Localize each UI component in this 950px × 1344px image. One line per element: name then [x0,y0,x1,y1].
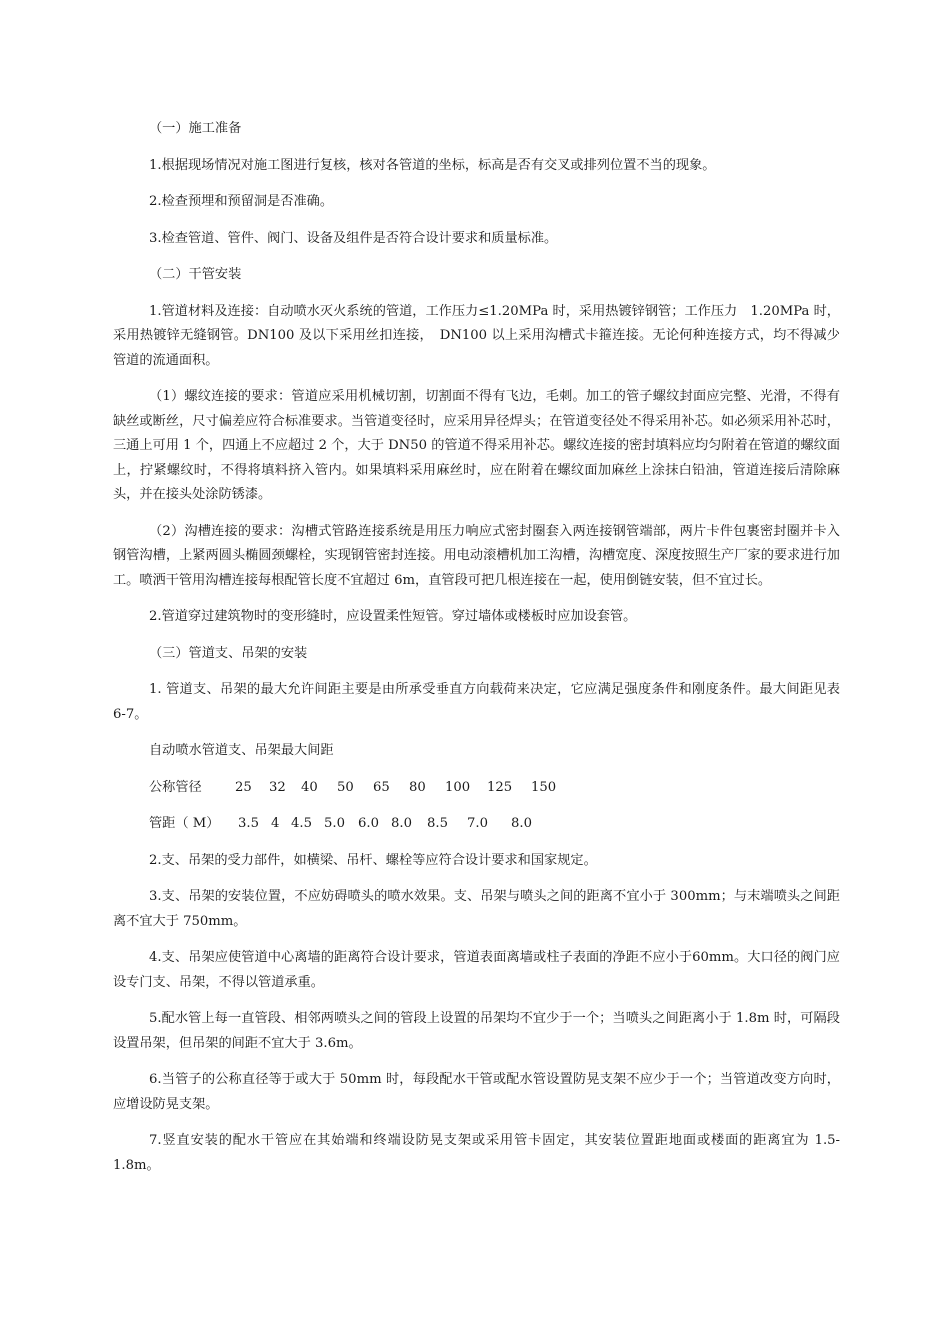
table-cell: 8.0 [391,816,412,831]
table-row-spacing [113,812,840,837]
paragraph: 3.支、吊架的安装位置，不应妨碍喷头的喷水效果。支、吊架与喷头之间的距离不宜小于 300mm；与末端喷头之间距离不宜大于 750mm。 [113,889,840,929]
paragraph: 4.支、吊架应使管道中心离墙的距离符合设计要求，管道表面离墙或柱子表面的净距不应小于60mm。大口径的阀门应设专门支、吊架，不得以管道承重。 [113,950,840,990]
table-cell: 4.5 [291,816,312,831]
table-row-label: 公称管径 [149,779,202,795]
paragraph: （1）螺纹连接的要求：管道应采用机械切割，切割面不得有飞边，毛刺。加工的管子螺纹封面应完整、光滑，不得有缺丝或断丝，尺寸偏差应符合标准要求。当管道变径时，应采用异径焊头；在管道变径处不得采用补芯。如必须采用补芯时，三通上可用 1 个，四通上不应超过 2 个，大于 DN50 的管道不得采用补芯。螺纹连接的密封填料应均匀附着在管道的螺纹面上，拧紧螺纹时，不得将填料挤入管内。如果填料采用麻丝时，应在附着在螺纹面加麻丝上涂抹白铅油，管道连接后清除麻头，并在接头处涂防锈漆。 [113,389,841,502]
table-cell: 40 [301,779,318,795]
table-cell: 25 [235,779,252,795]
paragraph: 5.配水管上每一直管段、相邻两喷头之间的管段上设置的吊架均不宜少于一个；当喷头之间距离小于 1.8m 时，可隔段设置吊架，但吊架的间距不宜大于 3.6m。 [113,1011,840,1051]
table-cell: 80 [409,779,426,795]
paragraph: 7.竖直安装的配水干管应在其始端和终端设防晃支架或采用管卡固定，其安装位置距地面或楼面的距离宜为 1.5-1.8m。 [113,1133,840,1173]
section-1-heading: （一）施工准备 [149,121,242,136]
section-3-heading: （三）管道支、吊架的安装 [149,645,308,661]
table-cell: 3.5 [238,816,259,831]
table-caption: 自动喷水管道支、吊架最大间距 [149,743,334,758]
paragraph: 2.管道穿过建筑物时的变形缝时，应设置柔性短管。穿过墙体或楼板时应加设套管。 [149,609,637,624]
table-cell: 125 [487,779,513,795]
table-cell: 100 [445,779,471,795]
document-page [113,117,840,1178]
paragraph: 1. 管道支、吊架的最大允许间距主要是由所承受垂直方向载荷来决定，它应满足强度条件和刚度条件。最大间距见表 6-7。 [113,682,840,722]
table-cell: 5.0 [324,816,345,831]
table-cell: 50 [337,779,354,795]
paragraph: 3.检查管道、管件、阀门、设备及组件是否符合设计要求和质量标准。 [149,230,558,246]
table-row-label: 管距（ M） [149,816,220,831]
paragraph: 2.检查预埋和预留洞是否准确。 [149,194,334,209]
table-cell: 8.0 [511,816,532,831]
paragraph: 1.根据现场情况对施工图进行复核，核对各管道的坐标，标高是否有交叉或排列位置不当的现象。 [149,157,716,173]
table-cell: 65 [373,779,390,795]
table-cell: 8.5 [427,816,448,831]
paragraph: 6.当管子的公称直径等于或大于 50mm 时，每段配水干管或配水管设置防晃支架不应少于一个；当管道改变方向时，应增设防晃支架。 [113,1072,840,1112]
table-cell: 32 [269,779,286,795]
table-cell: 6.0 [358,816,379,831]
table-cell: 4 [271,816,280,831]
table-cell: 7.0 [467,816,488,831]
section-2-heading: （二）干管安装 [149,267,242,282]
paragraph: 2.支、吊架的受力部件，如横梁、吊杆、螺栓等应符合设计要求和国家规定。 [149,852,597,868]
paragraph: 1.管道材料及连接：自动喷水灭火系统的管道，工作压力≤1.20MPa 时，采用热镀锌钢管；工作压力 1.20MPa 时，采用热镀锌无缝钢管。DN100 及以下采用丝扣连接， DN100 以上采用沟槽式卡箍连接。无论何种连接方式，均不得减少管道的流通面积。 [113,303,840,368]
table-row-diameter [113,776,840,801]
table-cell: 150 [531,779,557,795]
paragraph: （2）沟槽连接的要求：沟槽式管路连接系统是用压力响应式密封圈套入两连接钢管端部，两片卡件包裹密封圈并卡入钢管沟槽，上紧两圆头椭圆颈螺栓，实现钢管密封连接。用电动滚槽机加工沟槽，沟槽宽度、深度按照生产厂家的要求进行加工。喷洒干管用沟槽连接每根配管长度不宜超过 6m，直管段可把几根连接在一起，使用倒链安装，但不宜过长。 [113,523,840,588]
